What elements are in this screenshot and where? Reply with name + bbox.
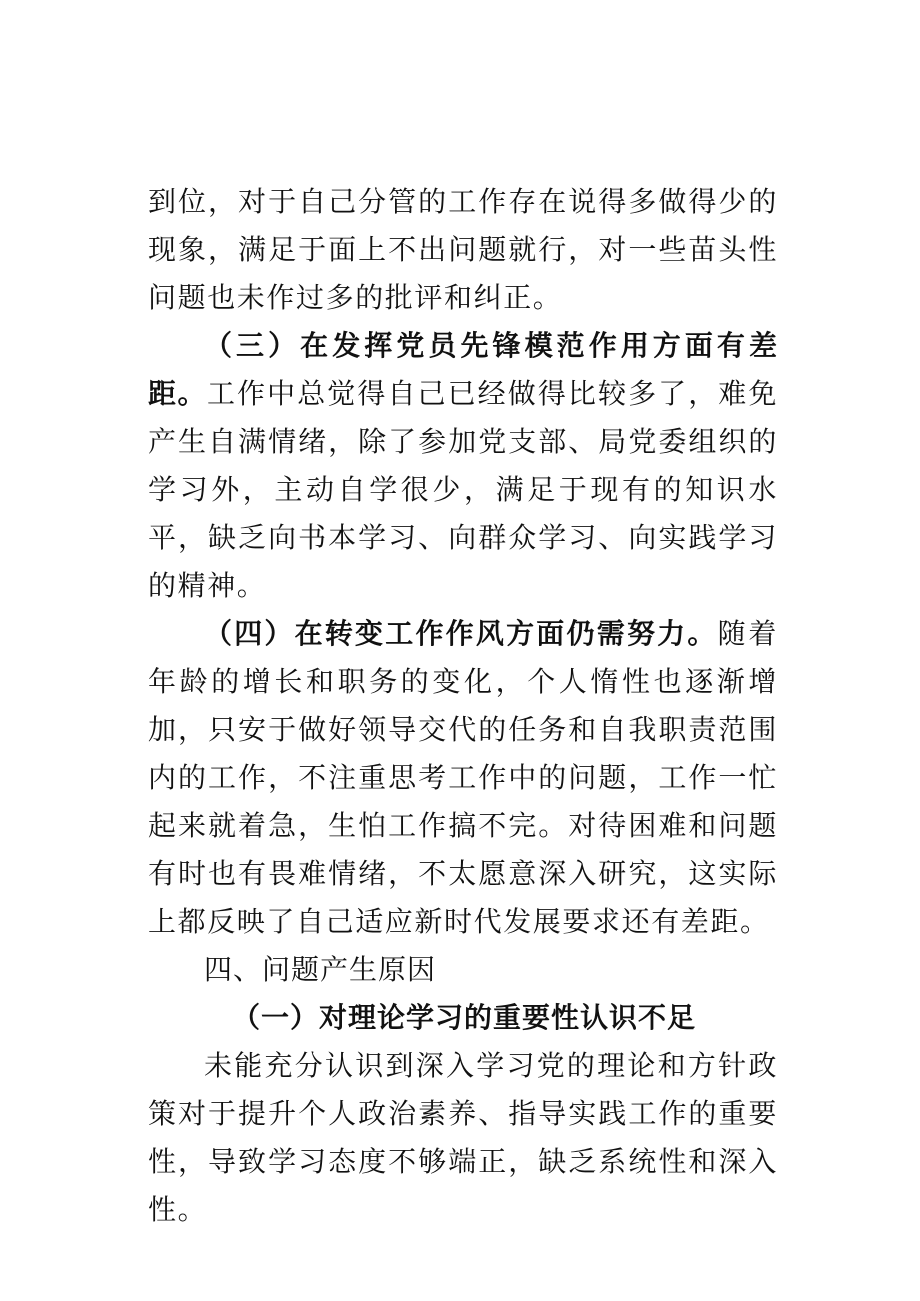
paragraph-continuation (148, 178, 778, 322)
subsection-heading: （一）对理论学习的重要性认识不足 (232, 1001, 697, 1034)
paragraph-text: 随着年龄的增长和职务的变化，个人惰性也逐渐增加，只安于做好领导交代的任务和自我职责范围内的工作，不注重思考工作中的问题，工作一忙起来就着急，生怕工作搞不完。对待困难和问题有时也有畏难情绪，不太愿意深入研究，这实际上都反映了自己适应新时代发展要求还有差距。 (148, 617, 778, 938)
paragraph-text: 到位，对于自己分管的工作存在说得多做得少的现象，满足于面上不出问题就行，对一些苗头性问题也未作过多的批评和纠正。 (148, 185, 778, 314)
document-body (148, 178, 778, 1234)
paragraph-text: 未能充分认识到深入学习党的理论和方针政策对于提升个人政治素养、指导实践工作的重要性，导致学习态度不够端正，缺乏系统性和深入性。 (148, 1049, 778, 1226)
section-heading: 四、问题产生原因 (204, 953, 437, 986)
paragraph-work-style (148, 610, 778, 946)
paragraph-party-member-role (148, 322, 778, 610)
paragraph-lead-bold: （四）在转变工作作风方面仍需努力。 (204, 617, 718, 650)
paragraph-text: 工作中总觉得自己已经做得比较多了，难免产生自满情绪，除了参加党支部、局党委组织的学习外，主动自学很少，满足于现有的知识水平，缺乏向书本学习、向群众学习、向实践学习的精神。 (148, 377, 778, 602)
paragraph-lead-bold: （三）在发挥党员先锋模范作用方面有差距。 (148, 329, 778, 410)
paragraph-theory-study (148, 1042, 778, 1234)
